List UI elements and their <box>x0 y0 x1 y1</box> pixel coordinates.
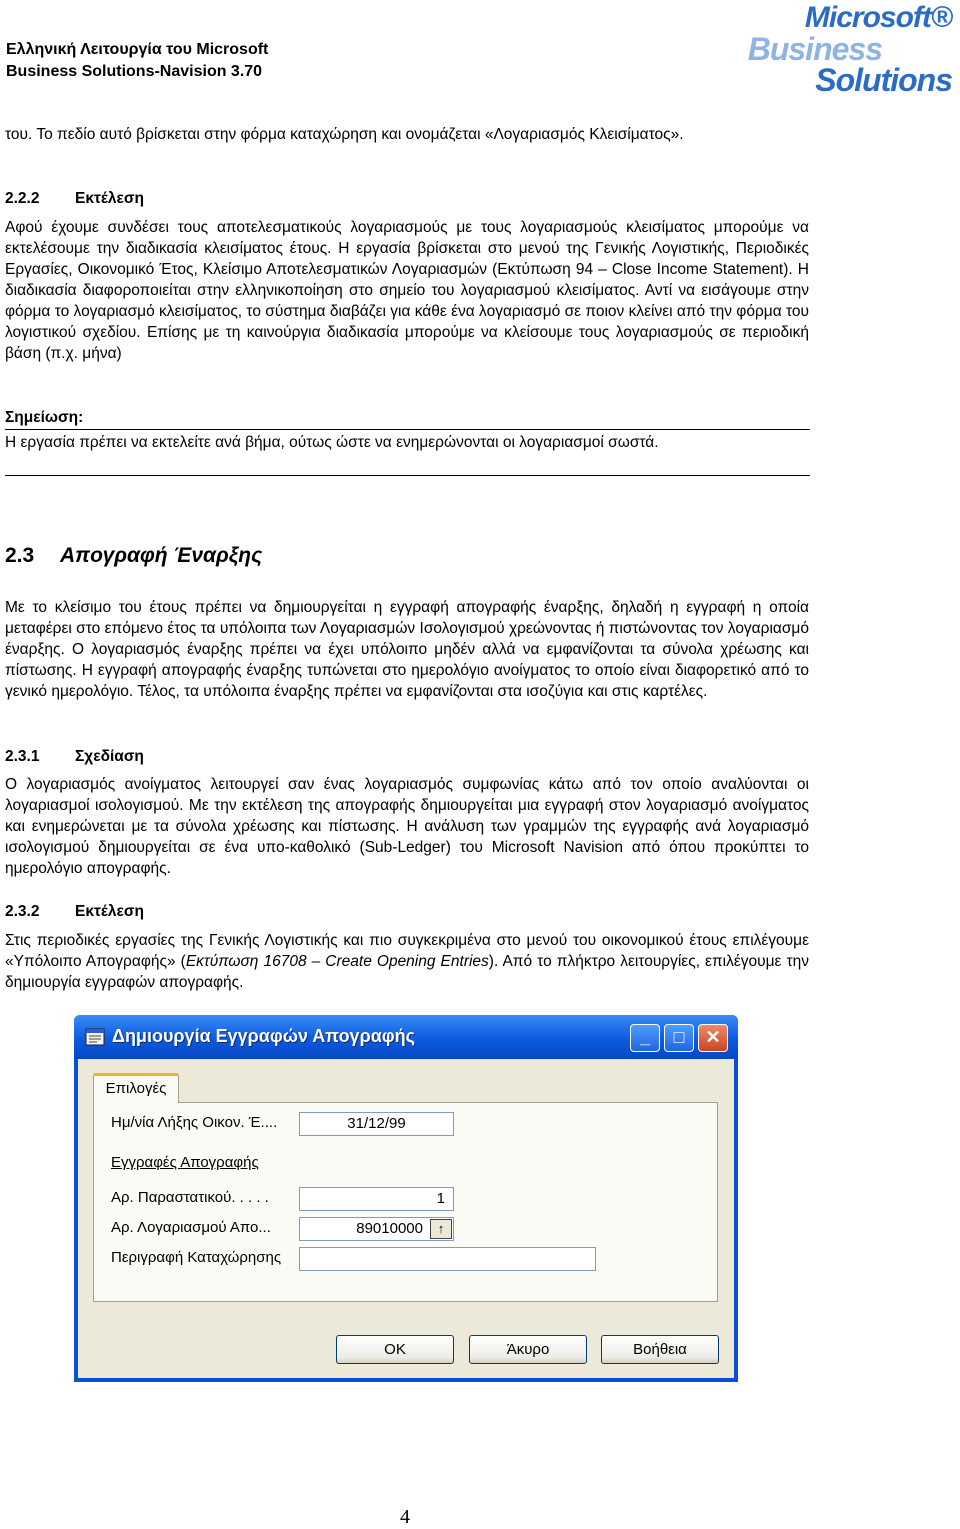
minimize-button[interactable]: _ <box>630 1024 660 1052</box>
logo-line-2: Business <box>747 31 882 67</box>
app-icon <box>84 1026 106 1048</box>
posting-description-label: Περιγραφή Καταχώρησης <box>111 1249 282 1266</box>
heading-number: 2.3.1 <box>5 748 40 765</box>
dialog-titlebar[interactable] <box>74 1015 738 1059</box>
paragraph-opening-entries: Με το κλείσιμο του έτους πρέπει να δημιουργείται η εγγραφή απογραφής έναρξης, δηλαδή η εγγραφή η οποία μεταφέρει στο επόμενο έτος τα υπόλοιπα των Λογαριασμών Ισολογισμού χρεώνοντας ή πιστώνοντας τον λογαριασμό έναρξης. Ο λογαριασμός έναρξης πρέπει να έχει υπόλοιπο μηδέν αλλά να εμφανίζονται τα σύνολα χρέωσης και πίστωσης. Η εγγραφή απογραφής έναρξης τυπώνεται στο ημερολόγιο ανοίγματος το οποίο είναι διαφορετικό από το γενικό ημερολόγιο. Τέλος, τα υπόλοιπα έναρξης πρέπει να εμφανίζονται στα ισοζύγια και στις καρτέλες. <box>5 599 809 700</box>
heading-title: Εκτέλεση <box>75 903 144 920</box>
paragraph-design: Ο λογαριασμός ανοίγματος λειτουργεί σαν ένας λογαριασμός συμφωνίας κάτω από τον οποίο αναλύονται οι λογαριασμοί ισολογισμού. Με την εκτέλεση της απογραφής δημιουργείται μια εγγραφή στον λογαριασμό ανοίγματος και ενημερώνεται με τα σύνολα χρέωσης και πίστωσης. Η ανάλυση των γραμμών της εγγραφής ανά λογαριασμό ισολογισμού δημιουργείται σε ένα υπο-καθολικό (Sub-Ledger) του Microsoft Navision από όπου προκύπτει το ημερολόγιο απογραφής. <box>5 776 809 877</box>
opening-account-no-label: Αρ. Λογαριασμού Απο... <box>111 1219 271 1236</box>
execution-report-name: Εκτύπωση 16708 – Create Opening Entries <box>185 953 489 970</box>
dialog-title: Δημιουργία Εγγραφών Απογραφής <box>112 1026 416 1046</box>
create-opening-entries-dialog <box>74 1015 738 1382</box>
lookup-arrow-icon[interactable]: ↑ <box>430 1219 452 1239</box>
heading-number: 2.3 <box>5 544 35 567</box>
heading-title: Εκτέλεση <box>75 190 144 207</box>
maximize-button[interactable]: □ <box>664 1024 694 1052</box>
logo-line-1: Microsoft® <box>804 1 952 34</box>
paragraph-intro: του. Το πεδίο αυτό βρίσκεται στην φόρμα καταχώρηση και ονομάζεται «Λογαριασμός Κλεισίματος». <box>5 126 684 143</box>
execution-text-a: Στις περιοδικές εργασίες της Γενικής Λογιστικής και πιο συγκεκριμένα στο μενού του οικονομικού έτους επιλέγουμε «Υπόλοιπο Απογραφής» ( <box>5 932 809 970</box>
opening-entries-link[interactable]: Εγγραφές Απογραφής <box>111 1154 259 1171</box>
header-line-1: Ελληνική Λειτουργία του Microsoft <box>6 41 269 58</box>
execution-text-b: ). Από το πλήκτρο λειτουργίες, επιλέγουμε την δημιουργία εγγραφών απογραφής. <box>5 953 810 991</box>
help-button[interactable]: Βοήθεια <box>601 1335 719 1364</box>
heading-title: Σχεδίαση <box>75 748 144 765</box>
microsoft-business-solutions-logo <box>727 2 952 97</box>
document-no-label: Αρ. Παραστατικού. . . . . <box>111 1189 269 1206</box>
heading-number: 2.2.2 <box>5 190 40 207</box>
heading-2-3-2 <box>5 903 144 921</box>
close-button[interactable]: ✕ <box>698 1024 728 1052</box>
document-header <box>6 39 268 83</box>
note-title: Σημείωση: <box>5 409 84 426</box>
dialog-body <box>78 1059 734 1378</box>
fiscal-year-end-field[interactable]: 31/12/99 <box>299 1112 454 1136</box>
page-number: 4 <box>400 1506 410 1528</box>
paragraph-closing: Αφού έχουμε συνδέσει τους αποτελεσματικούς λογαριασμούς με τους λογαριασμούς κλεισίματος μπορούμε να εκτελέσουμε την διαδικασία κλεισίματος έτους. Η εργασία βρίσκεται στο μενού της Γενικής Λογιστικής, Περιοδικές Εργασίες, Οικονομικό Έτος, Κλείσιμο Αποτελεσματικών Λογαριασμών (Εκτύπωση 94 – Close Income Statement). Η διαδικασία διαφοροποιείται στην ελληνικοποίηση στο σημείο του λογαριασμού κλεισίματος. Αντί να εισάγουμε στην φόρμα το λογαριασμό κλεισίματος, το σύστημα διαβάζει για κάθε ένα λογαριασμό σε ποιον κλείνει από την φόρμα του λογιστικού σχεδίου. Επίσης με τη καινούργια διαδικασία μπορούμε να κλείσουμε τους λογαριασμούς σε περιοδική βάση (π.χ. μήνα) <box>5 219 809 362</box>
heading-2-3 <box>5 544 262 568</box>
options-panel <box>93 1102 718 1302</box>
note-text: Η εργασία πρέπει να εκτελείτε ανά βήμα, ούτως ώστε να ενημερώνονται οι λογαριασμοί σωστά. <box>5 434 659 451</box>
logo-line-3: Solutions <box>815 62 952 98</box>
opening-account-no-value: 89010000 <box>356 1220 423 1237</box>
heading-title: Απογραφή Έναρξης <box>60 544 263 567</box>
heading-2-3-1 <box>5 748 144 766</box>
paragraph-execution <box>5 930 809 993</box>
note-bottom-rule <box>5 475 810 476</box>
heading-number: 2.3.2 <box>5 903 40 920</box>
opening-account-no-field[interactable] <box>299 1217 454 1241</box>
document-no-field[interactable]: 1 <box>299 1187 454 1211</box>
tab-options[interactable]: Επιλογές <box>93 1073 179 1103</box>
note-top-rule <box>5 429 810 430</box>
heading-2-2-2 <box>5 190 144 208</box>
posting-description-field[interactable] <box>299 1247 596 1271</box>
cancel-button[interactable]: Άκυρο <box>469 1335 587 1364</box>
header-line-2: Business Solutions-Navision 3.70 <box>6 63 263 80</box>
fiscal-year-end-label: Ημ/νία Λήξης Οικον. Έ.... <box>111 1114 278 1131</box>
ok-button[interactable]: OK <box>336 1335 454 1364</box>
